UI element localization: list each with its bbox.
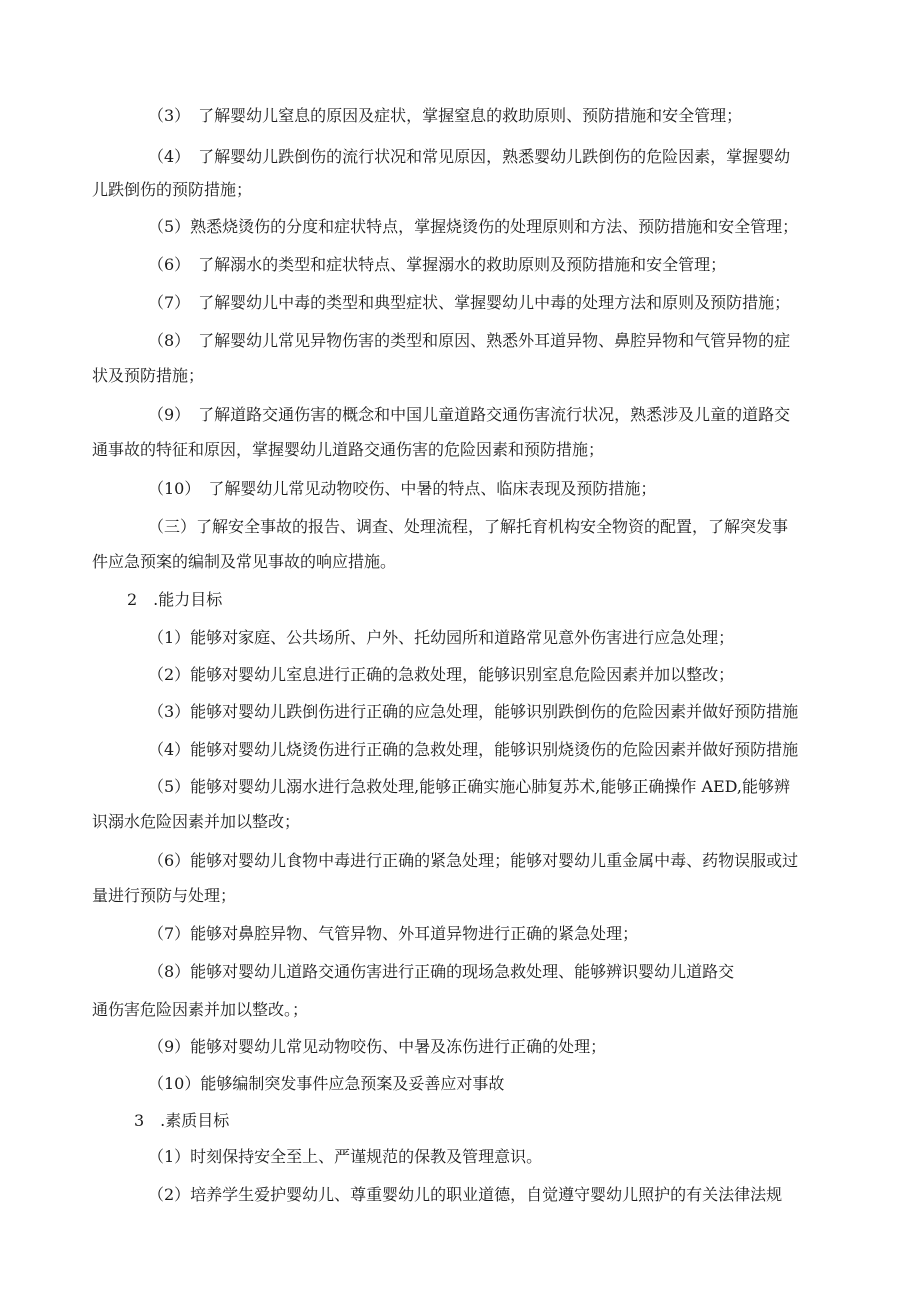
text-line: 件应急预案的编制及常见事故的响应措施。 [92, 552, 397, 571]
text-line: 状及预防措施； [92, 366, 205, 385]
text-line: （10）能够编制突发事件应急预案及妥善应对事故 [148, 1074, 505, 1093]
text-line: 儿跌倒伤的预防措施； [92, 180, 253, 199]
text-line: （1）时刻保持安全至上、严谨规范的保教及管理意识。 [148, 1147, 543, 1166]
text-line: （6） 了解溺水的类型和症状特点、掌握溺水的救助原则及预防措施和安全管理； [148, 255, 727, 274]
text-line: （7） 了解婴幼儿中毒的类型和典型症状、掌握婴幼儿中毒的处理方法和原则及预防措施； [148, 293, 791, 312]
text-line: （2）能够对婴幼儿室息进行正确的急救处理，能够识别室息危险因素并加以整改； [148, 665, 735, 684]
text-line: （5）熟悉烧烫伤的分度和症状特点，掌握烧烫伤的处理原则和方法、预防措施和安全管理； [148, 217, 799, 236]
section-heading: 2 .能力目标 [127, 590, 223, 609]
text-line: 通伤害危险因素并加以整改。； [92, 1000, 309, 1019]
text-line: （1）能够对家庭、公共场所、户外、托幼园所和道路常见意外伤害进行应急处理； [148, 628, 735, 647]
text-line: （4）能够对婴幼儿烧烫伤进行正确的急救处理，能够识别烧烫伤的危险因素并做好预防措施 [148, 740, 799, 759]
text-line: （9）能够对婴幼儿常见动物咬伤、中暑及冻伤进行正确的处理； [148, 1037, 607, 1056]
text-line: （7）能够对鼻腔异物、气管异物、外耳道异物进行正确的紧急处理； [148, 924, 639, 943]
section-heading: 3 .素质目标 [134, 1111, 230, 1130]
text-line: 识溺水危险因素并加以整改； [92, 812, 301, 831]
text-line: 量进行预防与处理； [92, 886, 237, 905]
text-line: （3） 了解婴幼儿窒息的原因及症状，掌握窒息的救助原则、预防措施和安全管理； [148, 106, 743, 125]
text-line: （4） 了解婴幼儿跌倒伤的流行状况和常见原因，熟悉婴幼儿跌倒伤的危险因素，掌握婴幼 [148, 147, 791, 166]
text-line: （10） 了解婴幼儿常见动物咬伤、中暑的特点、临床表现及预防措施； [148, 479, 657, 498]
text-line: （9） 了解道路交通伤害的概念和中国儿童道路交通伤害流行状况，熟悉涉及儿童的道路交 [148, 405, 791, 424]
text-line: （三）了解安全事故的报告、调查、处理流程，了解托育机构安全物资的配置，了解突发事 [148, 517, 789, 536]
text-line: （5）能够对婴幼儿溺水进行急救处理,能够正确实施心肺复苏术,能够正确操作 AED,能够辨 [148, 777, 791, 796]
text-line: （8）能够对婴幼儿道路交通伤害进行正确的现场急救处理、能够辨识婴幼儿道路交 [148, 962, 735, 981]
text-line: （3）能够对婴幼儿跌倒伤进行正确的应急处理，能够识别跌倒伤的危险因素并做好预防措施 [148, 702, 799, 721]
text-line: （8） 了解婴幼儿常见异物伤害的类型和原因、熟悉外耳道异物、鼻腔异物和气管异物的症 [148, 331, 791, 350]
text-line: （2）培养学生爱护婴幼儿、尊重婴幼儿的职业道德，自觉遵守婴幼儿照护的有关法律法规 [148, 1185, 783, 1204]
text-line: （6）能够对婴幼儿食物中毒进行正确的紧急处理；能够对婴幼儿重金属中毒、药物误服或过 [148, 851, 799, 870]
text-line: 通事故的特征和原因，掌握婴幼儿道路交通伤害的危险因素和预防措施； [92, 440, 605, 459]
